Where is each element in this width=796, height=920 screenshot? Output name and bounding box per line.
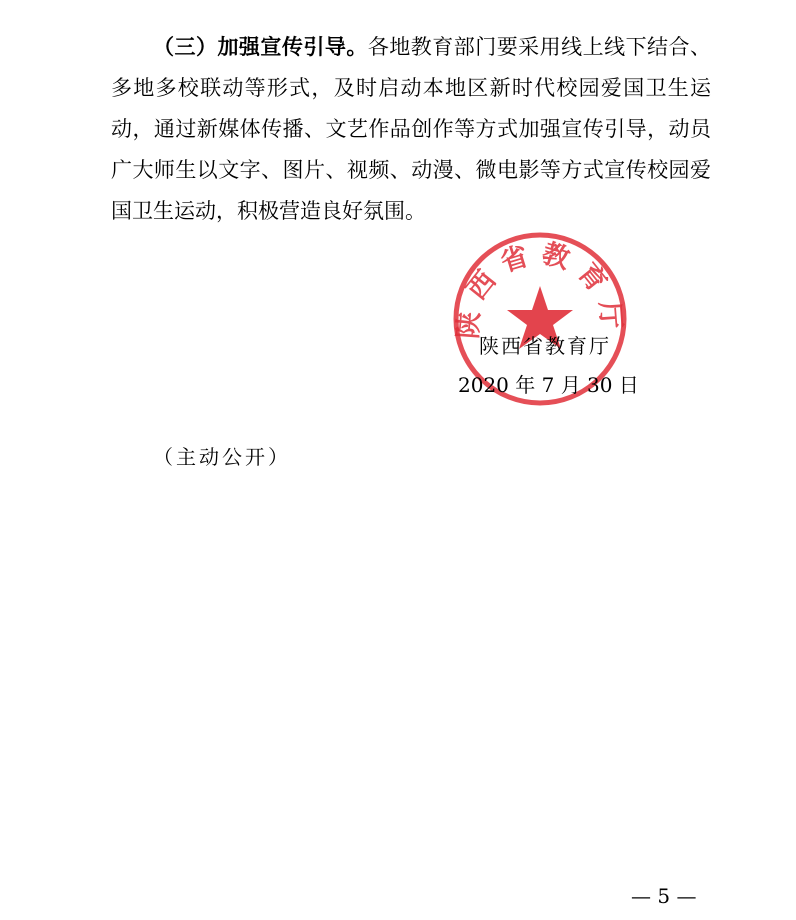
page-number: — 5 — [631, 884, 697, 908]
issue-date: 2020 年 7 月 30 日 [458, 373, 639, 397]
body-paragraph [111, 26, 711, 232]
section-heading: （三）加强宣传引导。 [153, 34, 368, 59]
paragraph-line-2: 多地多校联动等形式，及时启动本地区新时代校园爱国卫生运 [111, 76, 711, 100]
paragraph-line-5: 国卫生运动，积极营造良好氛围。 [111, 199, 426, 223]
paragraph-line-3: 动，通过新媒体传播、文艺作品创作等方式加强宣传引导，动员 [111, 117, 711, 141]
paragraph-line-1-text: 各地教育部门要采用线上线下结合、 [367, 35, 712, 59]
issuer-signature: 陕西省教育厅 [479, 334, 611, 358]
paragraph-line-4: 广大师生以文字、图片、视频、动漫、微电影等方式宣传校园爱 [111, 158, 711, 182]
seal-text: 陕西省教育厅 [452, 237, 628, 340]
disclosure-label: （主动公开） [153, 445, 291, 469]
paragraph-line-1 [111, 26, 711, 68]
